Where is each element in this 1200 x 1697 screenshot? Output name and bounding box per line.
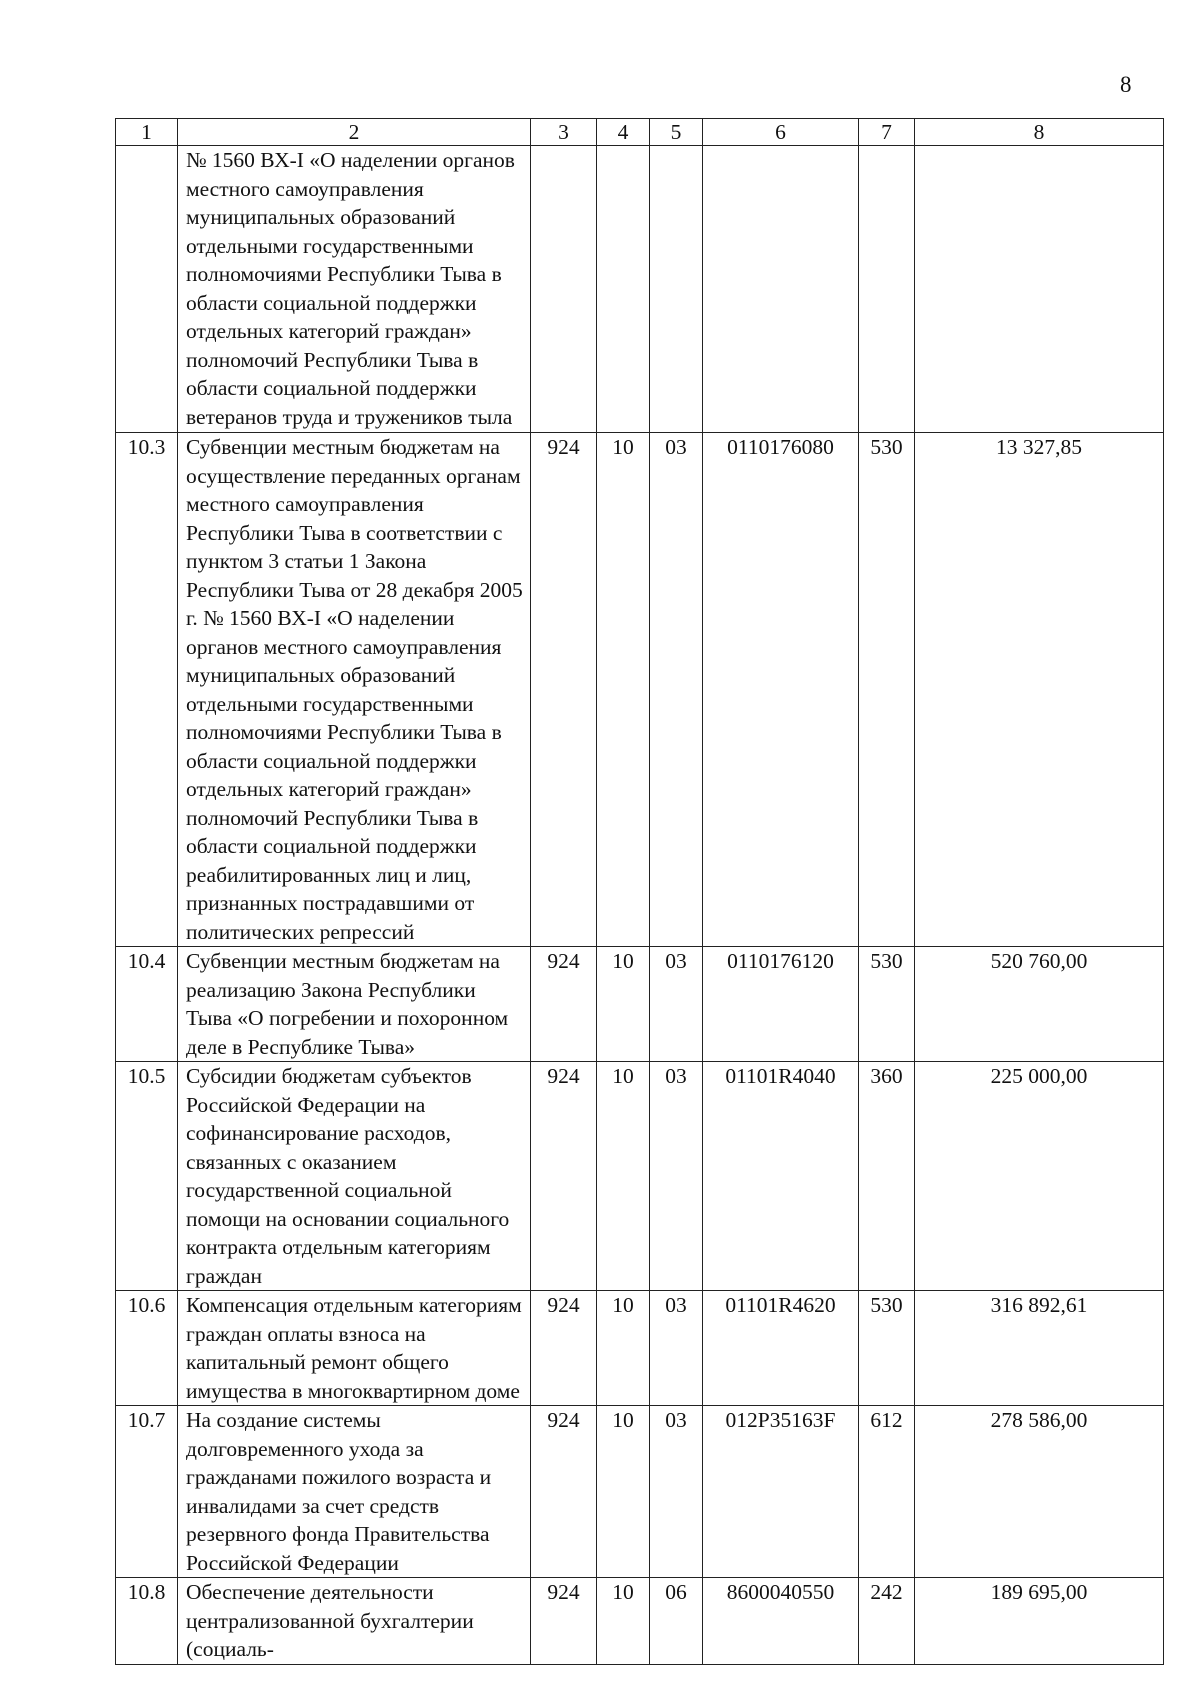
row-description: Компенсация отдельным категориям граждан оплаты взноса на капитальный ремонт общего имущества в многоквартирном доме [178, 1291, 531, 1406]
cell-col4: 10 [597, 433, 650, 947]
cell-col6: 01101R4620 [703, 1291, 859, 1406]
header-cell: 5 [650, 119, 703, 146]
row-number: 10.5 [116, 1062, 178, 1291]
cell-col5: 03 [650, 1291, 703, 1406]
table-row [116, 1406, 1164, 1578]
cell-col6: 0110176080 [703, 433, 859, 947]
page-number: 8 [1120, 72, 1132, 97]
cell-amount: 316 892,61 [915, 1291, 1164, 1406]
cell-col3: 924 [531, 1406, 597, 1578]
table-header-row [116, 119, 1164, 146]
cell-amount: 520 760,00 [915, 947, 1164, 1062]
table-row [116, 1062, 1164, 1291]
table-row [116, 1578, 1164, 1665]
cell-col3: 924 [531, 433, 597, 947]
row-description: Субвенции местным бюджетам на реализацию Закона Республики Тыва «О погребении и похоронном деле в Республике Тыва» [178, 947, 531, 1062]
cell-amount: 225 000,00 [915, 1062, 1164, 1291]
row-description: Субвенции местным бюджетам на осуществление переданных органам местного самоуправления Республики Тыва в соответствии с пунктом 3 статьи 1 Закона Республики Тыва от 28 декабря 2005 г. № 1560 ВХ-I «О наделении органов местного самоуправления муниципальных образований отдельными государственными полномочиями Республики Тыва в области социальной поддержки отдельных категорий граждан» полномочий Республики Тыва в области социальной поддержки реабилитированных лиц и лиц, признанных пострадавшими от политических репрессий [178, 433, 531, 947]
cell-col3 [531, 146, 597, 433]
row-description: № 1560 ВХ-I «О наделении органов местного самоуправления муниципальных образований отдельными государственными полномочиями Республики Тыва в области социальной поддержки отдельных категорий граждан» полномочий Республики Тыва в области социальной поддержки ветеранов труда и тружеников тыла [178, 146, 531, 433]
table-row [116, 1291, 1164, 1406]
cell-col4: 10 [597, 1291, 650, 1406]
cell-col4: 10 [597, 1578, 650, 1665]
row-number [116, 146, 178, 433]
row-number: 10.7 [116, 1406, 178, 1578]
row-number: 10.6 [116, 1291, 178, 1406]
cell-col6 [703, 146, 859, 433]
header-cell: 4 [597, 119, 650, 146]
cell-col6: 012P35163F [703, 1406, 859, 1578]
cell-col3: 924 [531, 1291, 597, 1406]
cell-col4: 10 [597, 1062, 650, 1291]
cell-col7 [859, 146, 915, 433]
cell-col4: 10 [597, 947, 650, 1062]
cell-col5: 03 [650, 947, 703, 1062]
row-number: 10.8 [116, 1578, 178, 1665]
cell-col4 [597, 146, 650, 433]
cell-col5: 06 [650, 1578, 703, 1665]
cell-col7: 530 [859, 947, 915, 1062]
cell-col7: 530 [859, 433, 915, 947]
cell-amount: 189 695,00 [915, 1578, 1164, 1665]
cell-col7: 530 [859, 1291, 915, 1406]
row-description: Субсидии бюджетам субъектов Российской Федерации на софинансирование расходов, связанных с оказанием государственной социальной помощи на основании социального контракта отдельным категориям граждан [178, 1062, 531, 1291]
table-row [116, 433, 1164, 947]
cell-col5 [650, 146, 703, 433]
cell-col7: 360 [859, 1062, 915, 1291]
row-number: 10.3 [116, 433, 178, 947]
header-cell: 1 [116, 119, 178, 146]
cell-col3: 924 [531, 947, 597, 1062]
table-row [116, 146, 1164, 433]
cell-col6: 01101R4040 [703, 1062, 859, 1291]
table-row [116, 947, 1164, 1062]
cell-col3: 924 [531, 1062, 597, 1291]
row-description: На создание системы долговременного ухода за гражданами пожилого возраста и инвалидами за счет средств резервного фонда Правительства Российской Федерации [178, 1406, 531, 1578]
cell-amount: 278 586,00 [915, 1406, 1164, 1578]
cell-amount: 13 327,85 [915, 433, 1164, 947]
cell-col6: 0110176120 [703, 947, 859, 1062]
header-cell: 8 [915, 119, 1164, 146]
budget-table [115, 118, 1164, 1665]
header-cell: 7 [859, 119, 915, 146]
cell-col5: 03 [650, 1406, 703, 1578]
header-cell: 3 [531, 119, 597, 146]
header-cell: 6 [703, 119, 859, 146]
cell-col6: 8600040550 [703, 1578, 859, 1665]
cell-col4: 10 [597, 1406, 650, 1578]
cell-col3: 924 [531, 1578, 597, 1665]
row-description: Обеспечение деятельности централизованной бухгалтерии (социаль- [178, 1578, 531, 1665]
cell-col5: 03 [650, 1062, 703, 1291]
row-number: 10.4 [116, 947, 178, 1062]
cell-col5: 03 [650, 433, 703, 947]
cell-col7: 242 [859, 1578, 915, 1665]
cell-col7: 612 [859, 1406, 915, 1578]
header-cell: 2 [178, 119, 531, 146]
cell-amount [915, 146, 1164, 433]
